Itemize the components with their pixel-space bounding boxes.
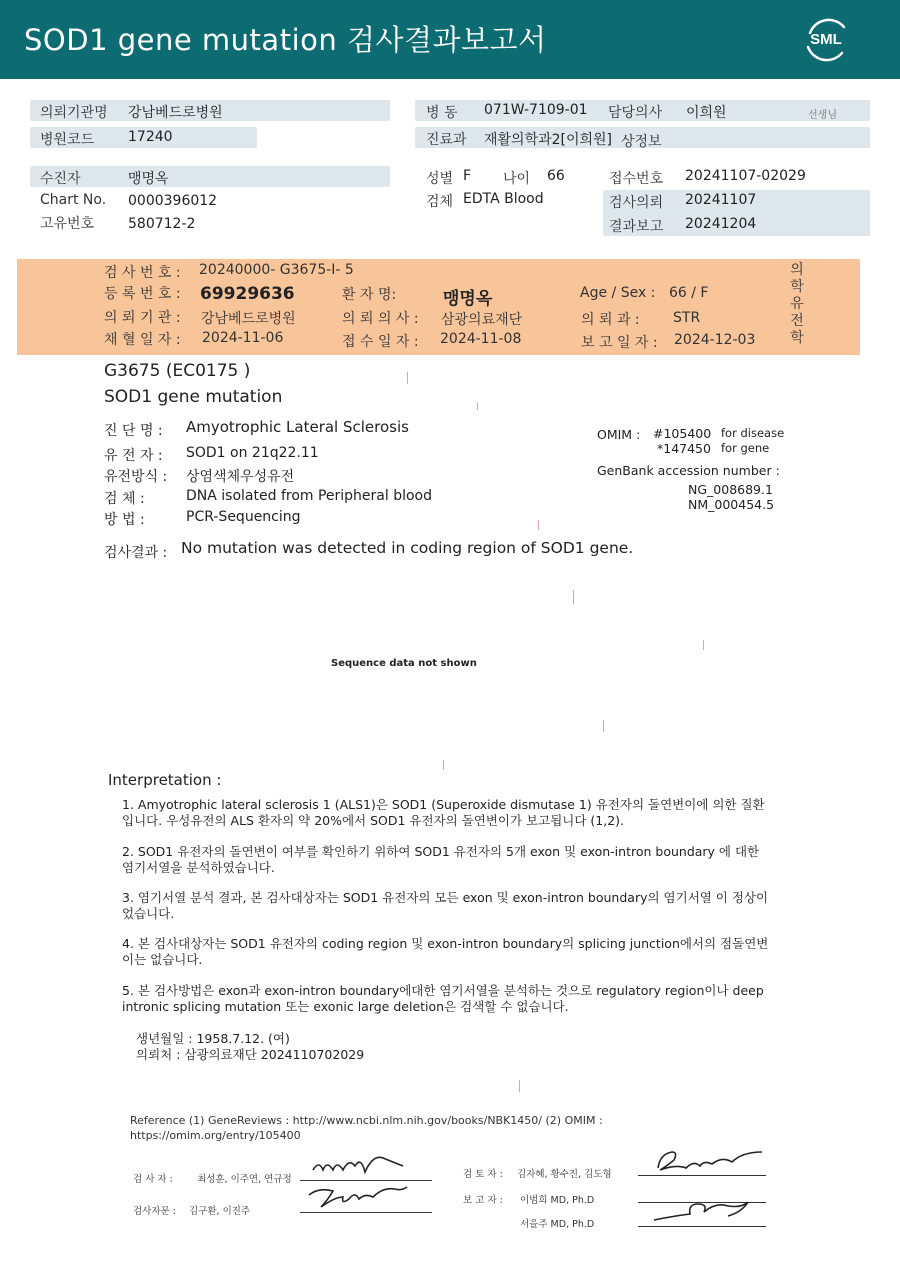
receipt-label: 접수번호 (609, 171, 664, 187)
code-label: 병원코드 (40, 132, 95, 148)
reference-line-2: https://omim.org/entry/105400 (130, 1129, 301, 1142)
scan-speck (443, 760, 444, 770)
req-dept-value: STR (673, 310, 701, 326)
scan-patient-label: 환 자 명: (342, 287, 397, 303)
scan-speck (603, 720, 604, 732)
age-sex-label: Age / Sex : (580, 285, 656, 301)
age-sex-value: 66 / F (669, 285, 709, 301)
interpretation-item-3: 3. 염기서열 분석 결과, 본 검사대상자는 SOD1 유전자의 모든 exon 및 exon-intron boundary의 염기서열 이 정상이었습니다. (122, 890, 769, 921)
dept-label: 진료과 (426, 132, 467, 148)
id-value: 580712-2 (128, 216, 196, 232)
reviewer-value: 김자혜, 황수진, 김도형 (517, 1169, 612, 1180)
scan-speck (703, 640, 704, 650)
reporter2-value: 서을주 MD, Ph.D (520, 1219, 595, 1230)
omim-gene-note: for gene (721, 441, 770, 455)
interpretation-item-5: 5. 본 검사방법은 exon과 exon-intron boundary에대한 염기서열을 분석하는 것으로 regulatory region이나 deep intronic splicing mutation 또는 exonic large deletion은 검색할 수 없습니다. (122, 983, 764, 1014)
doctor-suffix: 선생님 (808, 110, 837, 121)
test-name: SOD1 gene mutation (104, 387, 283, 407)
patient-value: 맹명옥 (128, 171, 169, 187)
spec-label: 검 체 : (104, 491, 145, 507)
reporter-label: 보 고 자 : (463, 1195, 503, 1206)
omim-label: OMIM : (597, 427, 641, 442)
scan-speck (407, 372, 408, 384)
report-value: 20241204 (685, 216, 757, 232)
test-no-value: 20240000- G3675-I- 5 (199, 262, 354, 278)
id-label: 고유번호 (40, 216, 95, 232)
chart-value: 0000396012 (128, 193, 218, 209)
ward-value: 071W-7109-01 (484, 102, 588, 118)
rep-label: 보 고 일 자 : (581, 335, 658, 351)
advisor-label: 검사자문 : (133, 1206, 176, 1217)
scan-speck (477, 402, 478, 410)
handwritten-signatures-right (650, 1138, 780, 1233)
result-label: 검사결과 : (104, 545, 168, 561)
hospital-label: 의뢰기관명 (40, 105, 108, 121)
handwritten-signatures-left (305, 1150, 435, 1220)
inst-label: 의 뢰 기 관 : (104, 310, 181, 326)
doctor-value: 이희원 (686, 105, 727, 121)
inst-value: 강남베드로병원 (201, 311, 296, 327)
age-value: 66 (547, 168, 565, 184)
scan-patient-value: 맹명옥 (443, 289, 493, 309)
birth-line: 생년월일 : 1958.7.12. (여) (136, 1031, 290, 1046)
request-label: 검사의뢰 (609, 195, 664, 211)
sex-label: 성별 (426, 171, 454, 187)
dept-value: 재활의학과2[이희원] (484, 132, 613, 148)
omim-gene-id: *147450 (657, 441, 711, 456)
method-label: 방 법 : (104, 512, 145, 528)
sml-logo (800, 13, 852, 65)
advisor-value: 김구환, 이진주 (189, 1206, 251, 1217)
receipt-value: 20241107-02029 (685, 168, 806, 184)
chart-label: Chart No. (40, 192, 107, 208)
report-header (0, 0, 900, 79)
gene-label: 유 전 자 : (104, 448, 163, 464)
tester-label: 검 사 자 : (133, 1174, 173, 1185)
test-no-label: 검 사 번 호 : (104, 265, 181, 281)
genbank-1: NG_008689.1 (688, 482, 773, 497)
vertical-dept-label: 의학유전학 (790, 262, 804, 346)
sub-label: 상정보 (621, 134, 662, 150)
rep-value: 2024-12-03 (674, 332, 756, 348)
logo-text: SML (810, 31, 842, 48)
interpretation-item-1: 1. Amyotrophic lateral sclerosis 1 (ALS1)은 SOD1 (Superoxide dismutase 1) 유전자의 돌연변이에 의한 질환입니다. 우성유전의 ALS 환자의 약 20%에서 SOD1 유전자의 돌연변이가 보고됩니다 (1,2). (122, 797, 765, 828)
scan-speck (519, 1080, 520, 1092)
inherit-label: 유전방식 : (104, 469, 168, 485)
req-doc-label: 의 뢰 의 사 : (342, 311, 419, 327)
reg-no-value: 69929636 (200, 284, 295, 304)
sex-value: F (463, 168, 472, 184)
hospital-value: 강남베드로병원 (128, 105, 223, 121)
omim-disease-note: for disease (721, 426, 785, 440)
interpretation-item-4: 4. 본 검사대상자는 SOD1 유전자의 coding region 및 exon-intron boundary의 splicing junction에서의 점돌연변이는 없습니다. (122, 936, 769, 967)
req-doc-value: 삼광의료재단 (441, 312, 523, 328)
inherit-value: 상염색체우성유전 (186, 469, 295, 485)
age-label: 나이 (503, 171, 531, 187)
code-value: 17240 (128, 129, 173, 145)
genbank-2: NM_000454.5 (688, 497, 775, 512)
diag-label: 진 단 명 : (104, 423, 163, 439)
tester-value: 최성훈, 이주연, 연규정 (197, 1174, 292, 1185)
patient-label: 수진자 (40, 171, 81, 187)
reviewer-label: 검 토 자 : (463, 1169, 503, 1180)
request-value: 20241107 (685, 192, 757, 208)
report-label: 결과보고 (609, 219, 664, 235)
doctor-label: 담당의사 (608, 105, 663, 121)
interpretation-title: Interpretation : (108, 771, 222, 789)
omim-disease-id: #105400 (653, 426, 712, 441)
report-title: SOD1 gene mutation 검사결과보고서 (24, 23, 547, 57)
draw-label: 채 혈 일 자 : (104, 332, 181, 348)
ward-label: 병 동 (426, 105, 458, 121)
test-code: G3675 (EC0175 ) (104, 361, 251, 381)
interpretation-item-2: 2. SOD1 유전자의 돌연변이 여부를 확인하기 위하여 SOD1 유전자의 5개 exon 및 exon-intron boundary 에 대한 염기서열을 분석하였습니다. (122, 844, 760, 875)
recv-value: 2024-11-08 (440, 331, 522, 347)
draw-value: 2024-11-06 (202, 330, 284, 346)
scan-speck (538, 520, 539, 530)
genbank-label: GenBank accession number : (597, 463, 780, 478)
patient-box (30, 166, 390, 187)
requester-line: 의뢰처 : 삼광의료재단 2024110702029 (136, 1047, 365, 1062)
specimen-value: EDTA Blood (463, 191, 544, 207)
reference-line-1: Reference (1) GeneReviews : http://www.ncbi.nlm.nih.gov/books/NBK1450/ (2) OMIM : (130, 1114, 603, 1127)
req-dept-label: 의 뢰 과 : (581, 312, 640, 328)
scan-speck (573, 590, 574, 604)
sequence-note: Sequence data not shown (331, 658, 477, 669)
result-value: No mutation was detected in coding region of SOD1 gene. (181, 539, 634, 557)
spec-value: DNA isolated from Peripheral blood (186, 488, 433, 504)
reporter-value: 이범희 MD, Ph.D (520, 1195, 595, 1206)
method-value: PCR-Sequencing (186, 509, 301, 525)
reg-no-label: 등 록 번 호 : (104, 286, 181, 302)
diag-value: Amyotrophic Lateral Sclerosis (186, 418, 409, 436)
recv-label: 접 수 일 자 : (342, 334, 419, 350)
gene-value: SOD1 on 21q22.11 (186, 445, 319, 461)
specimen-label: 검체 (426, 194, 454, 210)
